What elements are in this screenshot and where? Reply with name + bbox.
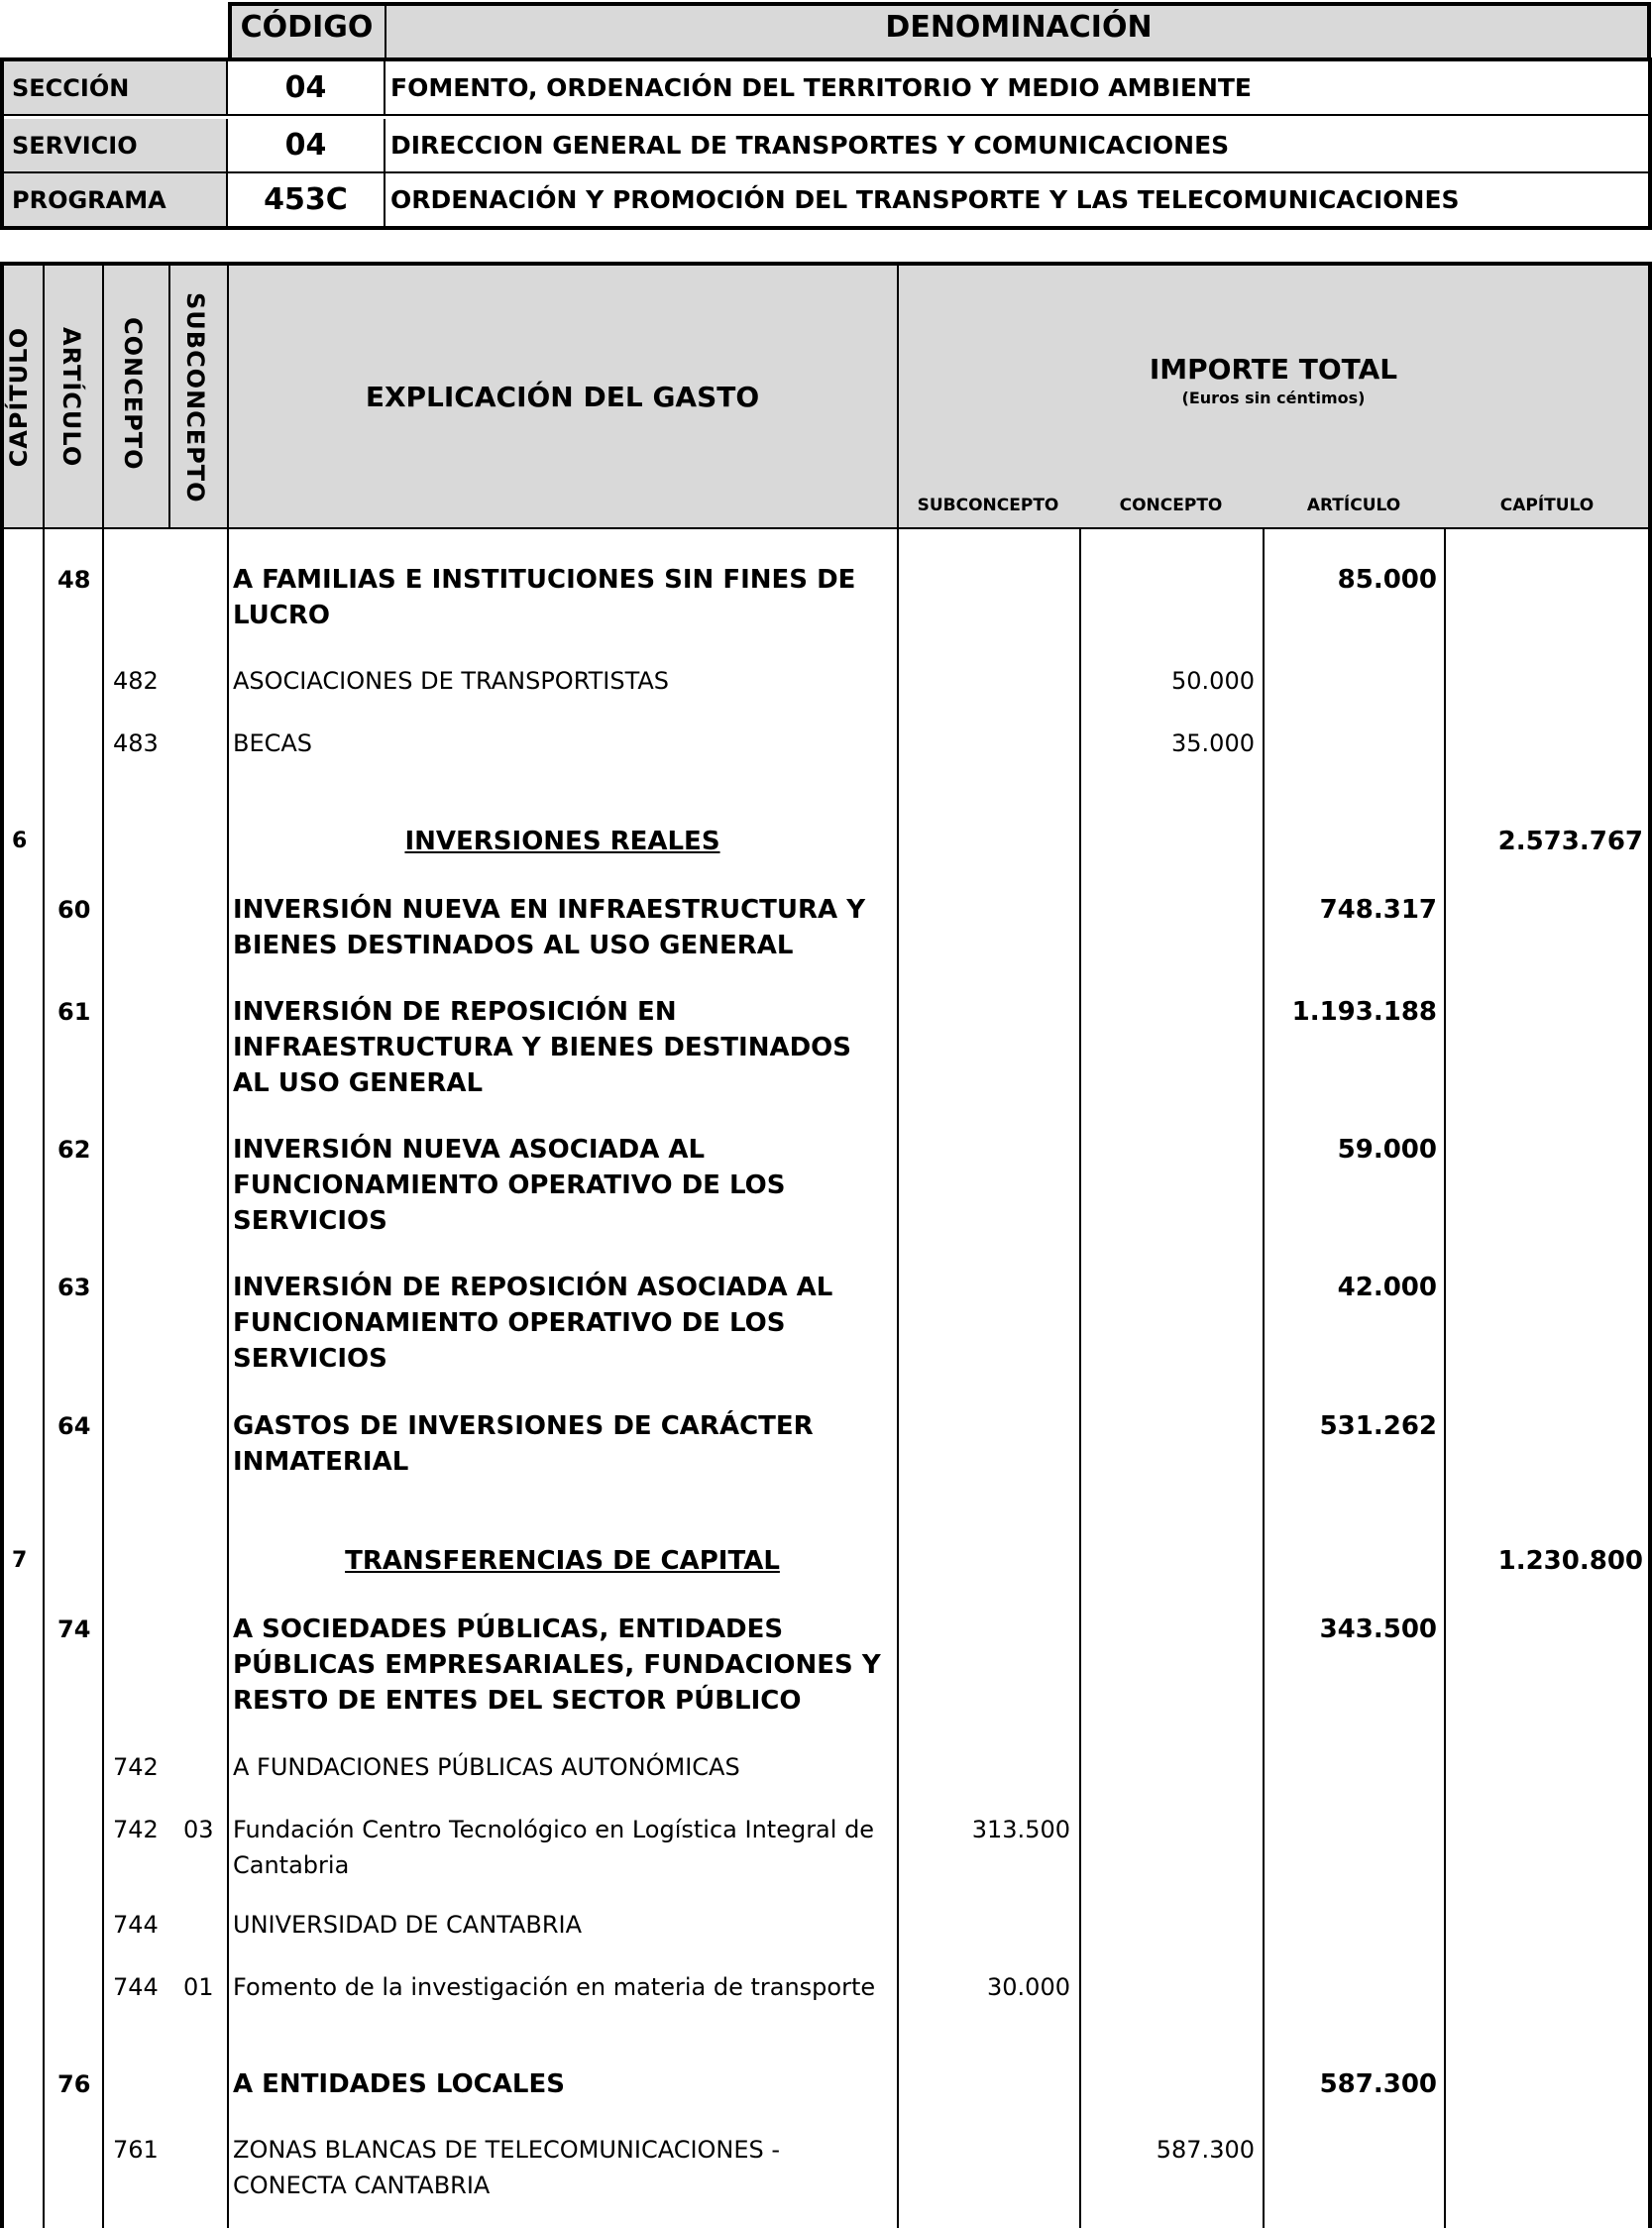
expense-description: UNIVERSIDAD DE CANTABRIA	[233, 1911, 583, 1939]
expense-description: A FAMILIAS E INSTITUCIONES SIN FINES DE LUCRO	[233, 565, 856, 630]
expense-description: INVERSIÓN NUEVA ASOCIADA AL FUNCIONAMIENTO OPERATIVO DE LOS SERVICIOS	[233, 1135, 786, 1236]
concepto-amount: 50.000	[1171, 667, 1255, 695]
row-label: SERVICIO	[4, 119, 228, 171]
header-row	[4, 61, 1648, 116]
expense-description: A ENTIDADES LOCALES	[233, 2069, 565, 2099]
articulo-code: 63	[57, 1274, 91, 1301]
concepto-amount: 587.300	[1156, 2136, 1255, 2164]
code-column-header: CÓDIGO	[240, 10, 374, 45]
row-label: PROGRAMA	[4, 173, 228, 226]
capitulo-amount-header: CAPÍTULO	[1499, 496, 1595, 515]
name-column-header: DENOMINACIÓN	[885, 10, 1153, 45]
expense-description: A FUNDACIONES PÚBLICAS AUTONÓMICAS	[233, 1753, 740, 1781]
articulo-amount: 59.000	[1337, 1135, 1437, 1165]
articulo-amount: 587.300	[1319, 2069, 1437, 2099]
articulo-amount: 42.000	[1337, 1273, 1437, 1302]
capitulo-header: CAPÍTULO	[5, 327, 33, 468]
chapter-title: INVERSIONES REALES	[404, 827, 720, 856]
subconcepto-code: 01	[183, 1973, 214, 2001]
articulo-code: 48	[57, 566, 91, 594]
amount-subheader: (Euros sin céntimos)	[1181, 389, 1366, 407]
concepto-code: 482	[113, 667, 159, 695]
articulo-code: 74	[57, 1615, 91, 1643]
row-name: DIRECCION GENERAL DE TRANSPORTES Y COMUNICACIONES	[390, 131, 1230, 160]
expense-description: INVERSIÓN DE REPOSICIÓN EN INFRAESTRUCTURA Y BIENES DESTINADOS AL USO GENERAL	[233, 997, 852, 1098]
articulo-amount-header: ARTÍCULO	[1306, 496, 1401, 515]
row-label: SECCIÓN	[4, 61, 228, 114]
row-code: 04	[228, 119, 385, 171]
subconcepto-amount-header: SUBCONCEPTO	[917, 496, 1059, 515]
concepto-code: 744	[113, 1911, 159, 1939]
expense-description: Fomento de la investigación en materia de transporte	[233, 1973, 876, 2001]
articulo-amount: 748.317	[1319, 895, 1437, 925]
expense-description: A SOCIEDADES PÚBLICAS, ENTIDADES PÚBLICAS EMPRESARIALES, FUNDACIONES Y RESTO DE ENTES DEL SECTOR PÚBLICO	[233, 1615, 881, 1716]
capitulo-amount: 1.230.800	[1497, 1546, 1643, 1576]
concepto-amount: 35.000	[1171, 729, 1255, 757]
articulo-amount: 343.500	[1319, 1615, 1437, 1644]
articulo-header: ARTÍCULO	[57, 327, 85, 468]
amount-header: IMPORTE TOTAL	[1149, 353, 1398, 386]
capitulo-code: 7	[12, 1548, 28, 1573]
subconcepto-amount: 313.500	[971, 1816, 1070, 1843]
row-code: 453C	[228, 173, 385, 226]
chapter-title: TRANSFERENCIAS DE CAPITAL	[345, 1546, 780, 1576]
row-code: 04	[228, 61, 385, 114]
concepto-header: CONCEPTO	[119, 317, 147, 471]
articulo-code: 61	[57, 998, 91, 1026]
header-table-body	[0, 57, 1652, 230]
articulo-code: 60	[57, 896, 91, 924]
subconcepto-code: 03	[183, 1816, 214, 1843]
capitulo-code: 6	[12, 829, 28, 853]
capitulo-amount: 2.573.767	[1497, 827, 1643, 856]
expense-description: BECAS	[233, 729, 313, 757]
explanation-header: EXPLICACIÓN DEL GASTO	[365, 381, 760, 413]
expense-description: INVERSIÓN NUEVA EN INFRAESTRUCTURA Y BIENES DESTINADOS AL USO GENERAL	[233, 895, 866, 960]
header-row	[4, 173, 1648, 226]
concepto-code: 744	[113, 1973, 159, 2001]
concepto-code: 742	[113, 1816, 159, 1843]
expense-description: ZONAS BLANCAS DE TELECOMUNICACIONES - CONECTA CANTABRIA	[233, 2136, 781, 2199]
subconcepto-header: SUBCONCEPTO	[181, 292, 209, 503]
concepto-code: 761	[113, 2136, 159, 2164]
articulo-code: 62	[57, 1136, 91, 1164]
articulo-code: 76	[57, 2070, 91, 2098]
articulo-amount: 1.193.188	[1291, 997, 1437, 1027]
expense-description: INVERSIÓN DE REPOSICIÓN ASOCIADA AL FUNCIONAMIENTO OPERATIVO DE LOS SERVICIOS	[233, 1273, 833, 1374]
subconcepto-amount: 30.000	[987, 1973, 1070, 2001]
articulo-code: 64	[57, 1412, 91, 1440]
articulo-amount: 85.000	[1337, 565, 1437, 595]
row-name: FOMENTO, ORDENACIÓN DEL TERRITORIO Y MEDIO AMBIENTE	[390, 73, 1252, 102]
concepto-code: 483	[113, 729, 159, 757]
articulo-amount: 531.262	[1319, 1411, 1437, 1441]
header-row	[4, 119, 1648, 173]
concepto-amount-header: CONCEPTO	[1119, 496, 1223, 515]
expense-description: Fundación Centro Tecnológico en Logística Integral de Cantabria	[233, 1816, 875, 1879]
expense-description: GASTOS DE INVERSIONES DE CARÁCTER INMATERIAL	[233, 1411, 814, 1477]
expense-description: ASOCIACIONES DE TRANSPORTISTAS	[233, 667, 670, 695]
row-name: ORDENACIÓN Y PROMOCIÓN DEL TRANSPORTE Y LAS TELECOMUNICACIONES	[390, 185, 1460, 214]
concepto-code: 742	[113, 1753, 159, 1781]
